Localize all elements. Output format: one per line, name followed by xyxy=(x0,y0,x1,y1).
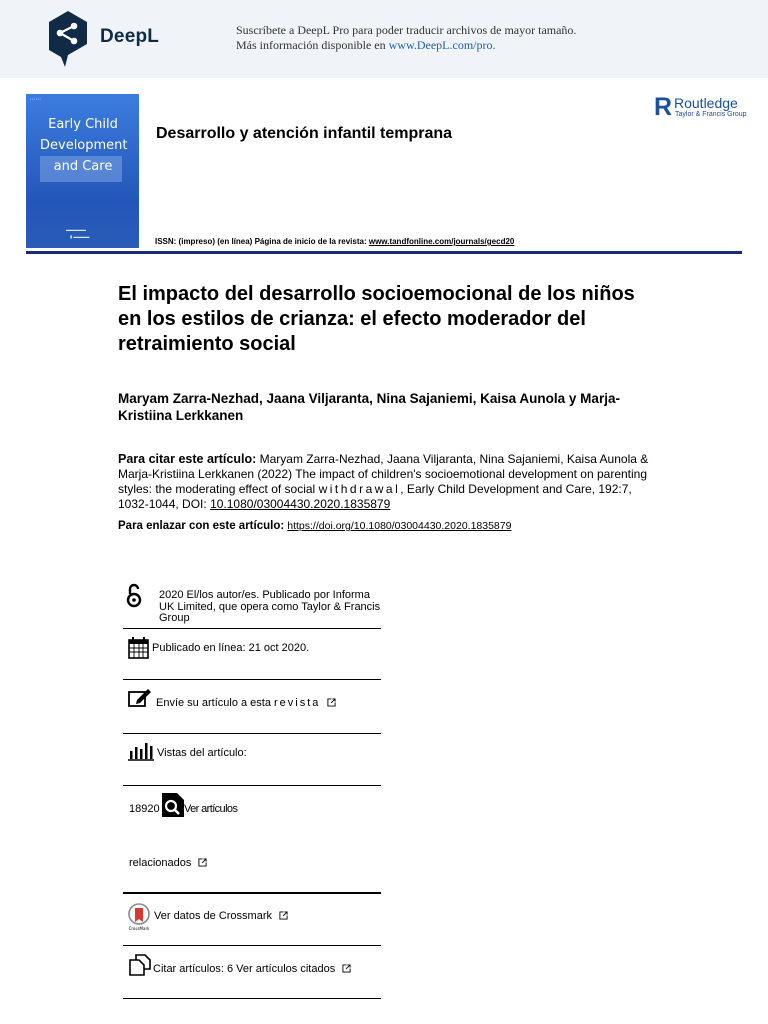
crossmark-link[interactable]: Ver datos de Crossmark xyxy=(154,910,288,922)
citation-text-2: , Early Child Development and Care, 192:7, 1032-1044, DOI: xyxy=(118,482,632,511)
journal-homepage-link[interactable]: www.tandfonline.com/journals/gecd20 xyxy=(368,237,515,246)
external-link-icon xyxy=(342,964,351,973)
deepl-banner xyxy=(0,0,768,78)
routledge-r-icon: R xyxy=(654,93,673,121)
citing-articles-link[interactable]: Citar artículos: 6 Ver artículos citados xyxy=(153,963,351,975)
external-link-icon xyxy=(279,911,288,920)
info-divider xyxy=(123,733,381,734)
journal-title: Desarrollo y atención infantil temprana xyxy=(156,125,453,142)
info-divider xyxy=(123,679,381,680)
citation-label: Para citar este artículo: xyxy=(118,452,257,466)
open-access-icon xyxy=(125,583,143,609)
submit-article-link[interactable] xyxy=(156,697,336,709)
info-divider xyxy=(123,892,381,894)
edit-icon xyxy=(128,688,152,708)
citing-articles-icon xyxy=(128,954,152,976)
cover-title: Early Child Development and Care xyxy=(40,117,128,174)
citation-text-1: Maryam Zarra-Nezhad, Jaana Viljaranta, Nina Sajaniemi, Kaisa Aunola & Marja-Kristiina Lerkkanen (2022) The impact of children's socioemotional development on parenting styles: the moderating effect of social xyxy=(118,452,649,496)
promo-line-1: Suscríbete a DeepL Pro para poder traducir archivos de mayor tamaño. xyxy=(236,23,577,37)
info-divider xyxy=(123,998,381,999)
article-link-line xyxy=(118,520,511,532)
publisher-logo xyxy=(654,94,746,122)
doi-url-link[interactable]: https://doi.org/10.1080/03004430.2020.1835879 xyxy=(287,520,512,532)
related-articles-link[interactable]: Ver artículos xyxy=(184,803,238,815)
external-link-icon xyxy=(198,858,207,867)
published-date: Publicado en línea: 21 oct 2020. xyxy=(152,642,310,654)
bar-chart-icon xyxy=(128,741,154,761)
link-label: Para enlazar con este artículo: xyxy=(118,520,285,532)
deepl-brand-name[interactable]: DeepL xyxy=(100,26,160,47)
journal-cover-image: ▪ ▪ ▪ ▪ ▪ ▪ Early Child Development and Care ▬▬▬▬▬ ▮ ▬▬▬▬ xyxy=(26,94,139,248)
issn-prefix: ISSN: (impreso) (en línea) Página de inicio de la revista: xyxy=(155,237,367,246)
related-articles-link-2[interactable]: relacionados xyxy=(129,857,207,869)
article-views-count: 18920 xyxy=(129,803,160,815)
promo-line-2-prefix: Más información disponible en xyxy=(236,38,386,52)
submit-label: Envíe su artículo a esta xyxy=(156,697,271,709)
citation-block xyxy=(118,452,658,512)
citation-doi-link[interactable]: 10.1080/03004430.2020.1835879 xyxy=(210,497,391,511)
header-divider xyxy=(26,251,742,254)
calendar-icon xyxy=(128,636,149,659)
svg-text:CrossMark: CrossMark xyxy=(128,926,150,931)
info-divider xyxy=(123,628,381,629)
license-text: 2020 El/los autor/es. Publicado por Informa UK Limited, que opera como Taylor & Francis Group xyxy=(159,589,381,624)
publisher-subtitle: Taylor & Francis Group xyxy=(675,111,747,118)
info-divider xyxy=(123,945,381,946)
related-search-icon[interactable] xyxy=(161,792,185,818)
publisher-name: Routledge xyxy=(674,95,738,111)
article-authors: Maryam Zarra-Nezhad, Jaana Viljaranta, Nina Sajaniemi, Kaisa Aunola y Marja-Kristiina Lerkkanen xyxy=(118,391,620,423)
deepl-promo-text xyxy=(236,23,576,53)
crossmark-icon[interactable] xyxy=(127,903,153,931)
deepl-logo-icon[interactable] xyxy=(45,9,91,69)
deepl-pro-link[interactable]: www.DeepL.com/pro. xyxy=(388,38,496,52)
submit-journal: revista xyxy=(274,697,321,709)
citation-text-spaced: withdrawal xyxy=(318,482,401,496)
issn-line xyxy=(155,237,514,246)
promo-line-2 xyxy=(236,38,576,53)
external-link-icon xyxy=(327,698,336,707)
article-views-label: Vistas del artículo: xyxy=(157,747,247,759)
info-divider xyxy=(123,785,381,786)
article-title: El impacto del desarrollo socioemocional de los niños en los estilos de crianza: el efecto moderador del retraimiento social xyxy=(118,283,635,355)
